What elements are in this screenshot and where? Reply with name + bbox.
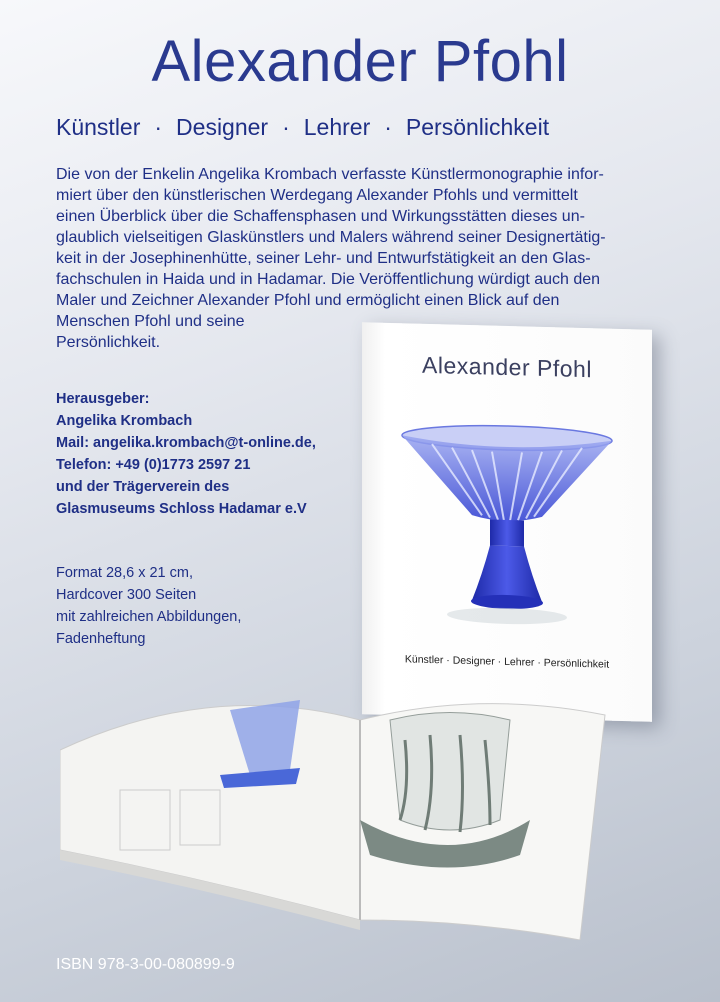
subtitle-personality: Persönlichkeit [405, 114, 550, 140]
intro-line: miert über den künstlerischen Werdegang Alexander Pfohls und vermittelt [56, 187, 578, 204]
subtitle-separator: · [384, 114, 392, 140]
publisher-museum: Glasmuseums Schloss Hadamar e.V [56, 501, 307, 517]
cover-tagline: Künstler · Designer · Lehrer · Persönlichkeit [404, 653, 610, 671]
publisher-email: Mail: angelika.krombach@t-online.de, [56, 435, 316, 451]
isbn: ISBN 978-3-00-080899-9 [56, 956, 235, 973]
intro-line: Die von der Enkelin Angelika Krombach verfasste Künstlermonographie infor- [56, 166, 604, 183]
publisher-info [56, 388, 316, 520]
publisher-heading: Herausgeber: [56, 391, 150, 407]
format-size: Format 28,6 x 21 cm, [56, 565, 193, 581]
intro-line: Maler und Zeichner Alexander Pfohl und ermöglicht einen Blick auf den [56, 292, 560, 309]
subtitle-artist: Künstler [56, 114, 141, 140]
format-info [56, 562, 241, 650]
format-binding: Fadenheftung [56, 631, 146, 647]
intro-line: fachschulen in Haida und in Hadamar. Die Veröffentlichung würdigt auch den [56, 271, 601, 288]
subtitle-separator: · [154, 114, 163, 140]
glass-bowl-image [392, 413, 622, 639]
subtitle-teacher: Lehrer [303, 114, 371, 140]
subtitle [56, 114, 549, 141]
intro-line: einen Überblick über die Schaffensphasen und Wirkungsstätten dieses un- [56, 208, 585, 225]
publisher-phone: Telefon: +49 (0)1773 2597 21 [56, 457, 251, 473]
book-cover [362, 322, 652, 722]
page-title: Alexander Pfohl [151, 29, 569, 94]
format-illustrations: mit zahlreichen Abbildungen, [56, 609, 242, 625]
publisher-association: und der Trägerverein des [56, 479, 230, 495]
publisher-name: Angelika Krombach [56, 413, 193, 429]
subtitle-separator: · [282, 114, 290, 140]
format-pages: Hardcover 300 Seiten [56, 587, 197, 603]
intro-line: Menschen Pfohl und seine [56, 313, 245, 330]
intro-line: glaublich vielseitigen Glaskünstlers und Malers während seiner Designertätig- [56, 229, 606, 246]
cover-title: Alexander Pfohl [422, 351, 592, 383]
intro-line: Persönlichkeit. [56, 334, 161, 351]
intro-line: keit in der Josephinenhütte, seiner Lehr- und Entwurfstätigkeit an den Glas- [56, 250, 591, 267]
open-book-image [60, 680, 620, 940]
intro-paragraph [56, 164, 664, 353]
subtitle-designer: Designer [176, 114, 269, 140]
